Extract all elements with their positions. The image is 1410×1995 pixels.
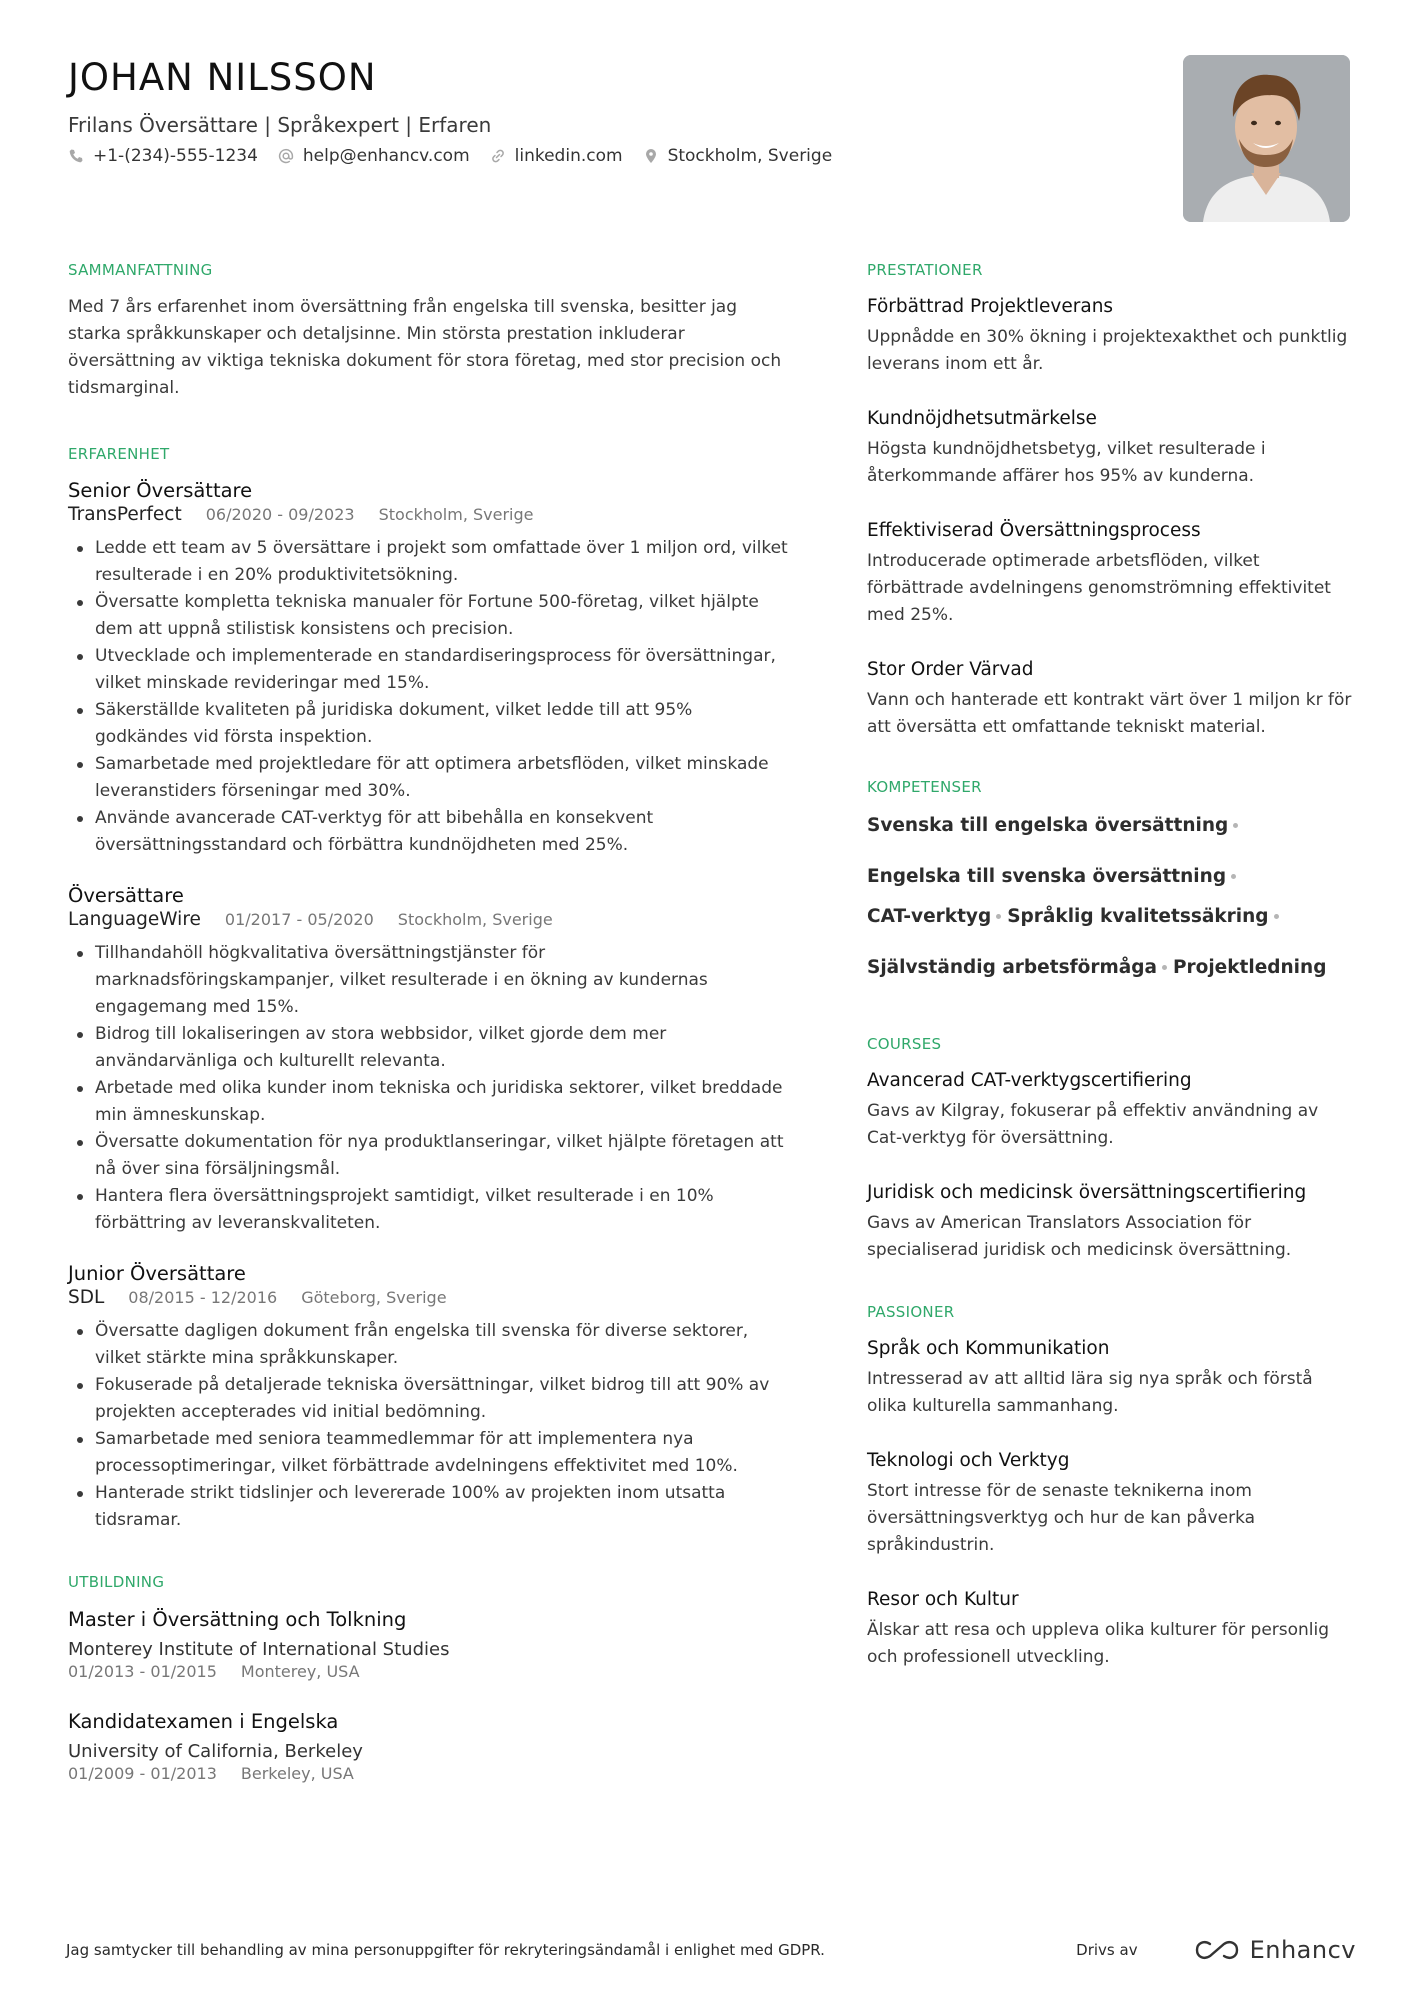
skill-label: Projektledning xyxy=(1172,957,1327,978)
passion-text: Intresserad av att alltid lära sig nya språk och förstå olika kulturella sammanhang. xyxy=(867,1369,1313,1416)
courses-heading: COURSES xyxy=(867,1035,942,1053)
edu-location: Monterey, USA xyxy=(240,1662,360,1681)
skills-heading: KOMPETENSER xyxy=(867,778,982,796)
job-bullets xyxy=(68,535,788,859)
resume-header xyxy=(68,54,1158,166)
skill-tag xyxy=(867,862,1238,891)
job-entry xyxy=(68,1261,788,1534)
link-icon xyxy=(490,148,506,164)
summary-text: Med 7 års erfarenhet inom översättning från engelska till svenska, besitter jag starka språkkunskaper och detaljsinne. Min största prestation inkluderar översättning av viktiga tekniska dokument för stora företag, med stor precision och tidsmarginal. xyxy=(68,297,782,398)
job-company: SDL xyxy=(68,1287,105,1308)
education-entry xyxy=(68,1606,788,1682)
edu-meta xyxy=(68,1764,788,1784)
linkedin-text: linkedin.com xyxy=(514,146,623,166)
candidate-title: Frilans Översättare | Språkexpert | Erfaren xyxy=(68,113,492,137)
achievement-text: Introducerade optimerade arbetsflöden, vilket förbättrade avdelningens genomströmning effektivitet med 25%. xyxy=(867,551,1331,625)
skill-label: Språklig kvalitetssäkring xyxy=(1007,906,1269,927)
summary-section xyxy=(68,260,788,402)
job-bullet: Säkerställde kvaliteten på juridiska dokument, vilket ledde till att 95% godkändes vid första inspektion. xyxy=(68,697,788,751)
edu-school: Monterey Institute of International Studies xyxy=(68,1639,450,1660)
job-bullet: Översatte kompletta tekniska manualer för Fortune 500-företag, vilket hjälpte dem att uppnå stilistisk konsistens och precision. xyxy=(68,589,788,643)
achievement-text: Högsta kundnöjdhetsbetyg, vilket resulterade i återkommande affärer hos 95% av kunderna. xyxy=(867,439,1266,486)
achievement-title: Förbättrad Projektleverans xyxy=(867,296,1114,317)
brand-name: Enhancv xyxy=(1249,1936,1356,1964)
job-location: Stockholm, Sverige xyxy=(378,505,534,524)
job-bullet: Utvecklade och implementerade en standardiseringsprocess för översättningar, vilket minskade revideringar med 15%. xyxy=(68,643,788,697)
job-meta xyxy=(68,1287,788,1309)
contact-linkedin xyxy=(490,146,623,166)
summary-heading: SAMMANFATTNING xyxy=(68,261,213,279)
achievements-heading: PRESTATIONER xyxy=(867,261,983,279)
job-bullet: Hanterade strikt tidslinjer och levererade 100% av projekten inom utsatta tidsramar. xyxy=(68,1480,788,1534)
passion-item xyxy=(867,1587,1357,1671)
skill-label: CAT-verktyg xyxy=(867,906,992,927)
contact-email xyxy=(278,146,470,166)
job-title: Senior Översättare xyxy=(68,479,253,502)
separator-dot xyxy=(1233,823,1238,828)
skill-tag xyxy=(867,902,1003,931)
achievement-title: Effektiviserad Översättningsprocess xyxy=(867,520,1201,541)
course-text: Gavs av Kilgray, fokuserar på effektiv användning av Cat-verktyg för översättning. xyxy=(867,1101,1319,1148)
contact-row xyxy=(68,146,1158,166)
job-bullets xyxy=(68,940,788,1237)
job-company: TransPerfect xyxy=(68,504,182,525)
email-text: help@enhancv.com xyxy=(302,146,470,166)
courses-section xyxy=(867,1034,1357,1264)
passion-text: Älskar att resa och uppleva olika kulturer för personlig och professionell utveckling. xyxy=(867,1620,1330,1667)
job-dates: 01/2017 - 05/2020 xyxy=(224,910,374,929)
experience-section xyxy=(68,444,788,1534)
skill-label: Engelska till svenska översättning xyxy=(867,866,1227,887)
passion-item xyxy=(867,1448,1357,1559)
skill-label: Svenska till engelska översättning xyxy=(867,815,1229,836)
achievement-text: Vann och hanterade ett kontrakt värt över 1 miljon kr för att översätta ett omfattande tekniskt material. xyxy=(867,690,1352,737)
job-bullet: Samarbetade med projektledare för att optimera arbetsflöden, vilket minskade leveranstiders förseningar med 30%. xyxy=(68,751,788,805)
course-title: Avancerad CAT-verktygscertifiering xyxy=(867,1070,1192,1091)
job-bullet: Översatte dagligen dokument från engelska till svenska för diverse sektorer, vilket stärkte mina språkkunskaper. xyxy=(68,1318,788,1372)
edu-degree: Master i Översättning och Tolkning xyxy=(68,1608,407,1631)
job-bullet: Tillhandahöll högkvalitativa översättningstjänster för marknadsföringskampanjer, vilket resulterade i en ökning av kundernas engagemang med 15%. xyxy=(68,940,788,1021)
job-entry xyxy=(68,478,788,859)
passion-title: Resor och Kultur xyxy=(867,1589,1019,1610)
job-location: Stockholm, Sverige xyxy=(397,910,553,929)
job-title: Översättare xyxy=(68,884,184,907)
separator-dot xyxy=(996,914,1001,919)
passions-heading: PASSIONER xyxy=(867,1303,955,1321)
course-text: Gavs av American Translators Association för specialiserad juridisk och medicinsk översättning. xyxy=(867,1213,1292,1260)
job-meta xyxy=(68,909,788,931)
edu-school: University of California, Berkeley xyxy=(68,1741,363,1762)
edu-degree: Kandidatexamen i Engelska xyxy=(68,1710,339,1733)
course-item xyxy=(867,1180,1357,1264)
job-company: LanguageWire xyxy=(68,909,201,930)
achievement-title: Stor Order Värvad xyxy=(867,659,1034,680)
job-dates: 06/2020 - 09/2023 xyxy=(205,505,355,524)
education-section xyxy=(68,1572,788,1784)
skill-tag xyxy=(1173,953,1326,982)
job-meta xyxy=(68,504,788,526)
enhancv-logo-icon xyxy=(1194,1938,1240,1962)
job-title: Junior Översättare xyxy=(68,1262,246,1285)
contact-location xyxy=(643,146,833,166)
edu-dates: 01/2009 - 01/2013 xyxy=(68,1764,217,1783)
profile-photo-illustration xyxy=(1183,55,1350,222)
education-entry xyxy=(68,1708,788,1784)
skill-tag xyxy=(1007,902,1280,931)
passion-text: Stort intresse för de senaste teknikerna inom översättningsverktyg och hur de kan påverka språkindustrin. xyxy=(867,1481,1256,1555)
pin-icon xyxy=(643,148,659,164)
location-text: Stockholm, Sverige xyxy=(667,146,833,166)
job-dates: 08/2015 - 12/2016 xyxy=(128,1288,278,1307)
at-icon xyxy=(278,148,294,164)
course-title: Juridisk och medicinsk översättningscertifiering xyxy=(867,1182,1307,1203)
powered-by-label: Drivs av xyxy=(1076,1941,1138,1959)
achievement-item xyxy=(867,294,1357,378)
job-bullet: Arbetade med olika kunder inom tekniska och juridiska sektorer, vilket breddade min ämneskunskap. xyxy=(68,1075,788,1129)
job-bullet: Bidrog till lokaliseringen av stora webbsidor, vilket gjorde dem mer användarvänliga och kulturellt relevanta. xyxy=(68,1021,788,1075)
job-bullets xyxy=(68,1318,788,1534)
job-bullet: Ledde ett team av 5 översättare i projekt som omfattade över 1 miljon ord, vilket resulterade i en 20% produktivitetsökning. xyxy=(68,535,788,589)
job-location: Göteborg, Sverige xyxy=(301,1288,447,1307)
contact-phone xyxy=(68,146,258,166)
skill-tag xyxy=(867,811,1240,840)
job-bullet: Hantera flera översättningsprojekt samtidigt, vilket resulterade i en 10% förbättring av leveranskvaliteten. xyxy=(68,1183,788,1237)
achievement-title: Kundnöjdhetsutmärkelse xyxy=(867,408,1097,429)
achievements-section xyxy=(867,260,1357,741)
phone-text: +1-(234)-555-1234 xyxy=(93,146,258,166)
profile-photo xyxy=(1183,55,1350,222)
separator-dot xyxy=(1162,965,1167,970)
skills-section xyxy=(867,777,1357,982)
experience-heading: ERFARENHET xyxy=(68,445,170,463)
job-bullet: Samarbetade med seniora teammedlemmar för att implementera nya processoptimeringar, vilket förbättrade avdelningens effektivitet med 10%. xyxy=(68,1426,788,1480)
left-column xyxy=(68,260,788,1826)
education-heading: UTBILDNING xyxy=(68,1573,165,1591)
separator-dot xyxy=(1231,874,1236,879)
edu-dates: 01/2013 - 01/2015 xyxy=(68,1662,217,1681)
achievement-item xyxy=(867,406,1357,490)
passion-item xyxy=(867,1336,1357,1420)
candidate-name: JOHAN NILSSON xyxy=(68,56,377,99)
skills-list xyxy=(867,811,1337,982)
achievement-item xyxy=(867,657,1357,741)
brand-link[interactable] xyxy=(1194,1936,1356,1964)
course-item xyxy=(867,1068,1357,1152)
job-entry xyxy=(68,883,788,1237)
edu-meta xyxy=(68,1662,788,1682)
separator-dot xyxy=(1274,914,1279,919)
skill-label: Självständig arbetsförmåga xyxy=(867,957,1157,978)
job-bullet: Översatte dokumentation för nya produktlanseringar, vilket hjälpte företagen att nå över sina försäljningsmål. xyxy=(68,1129,788,1183)
passion-title: Språk och Kommunikation xyxy=(867,1338,1110,1359)
job-bullet: Använde avancerade CAT-verktyg för att bibehålla en konsekvent översättningsstandard och förbättra kundnöjdheten med 25%. xyxy=(68,805,788,859)
passions-section xyxy=(867,1302,1357,1671)
right-column xyxy=(867,260,1357,1713)
footer xyxy=(66,1936,1356,1964)
achievement-item xyxy=(867,518,1357,629)
achievement-text: Uppnådde en 30% ökning i projektexakthet och punktlig leverans inom ett år. xyxy=(867,327,1348,374)
job-bullet: Fokuserade på detaljerade tekniska översättningar, vilket bidrog till att 90% av projekten accepterades vid initial bedömning. xyxy=(68,1372,788,1426)
gdpr-consent: Jag samtycker till behandling av mina personuppgifter för rekryteringsändamål i enlighet med GDPR. xyxy=(66,1941,825,1959)
skill-tag xyxy=(867,953,1169,982)
edu-location: Berkeley, USA xyxy=(240,1764,354,1783)
phone-icon xyxy=(68,148,84,164)
passion-title: Teknologi och Verktyg xyxy=(867,1450,1070,1471)
